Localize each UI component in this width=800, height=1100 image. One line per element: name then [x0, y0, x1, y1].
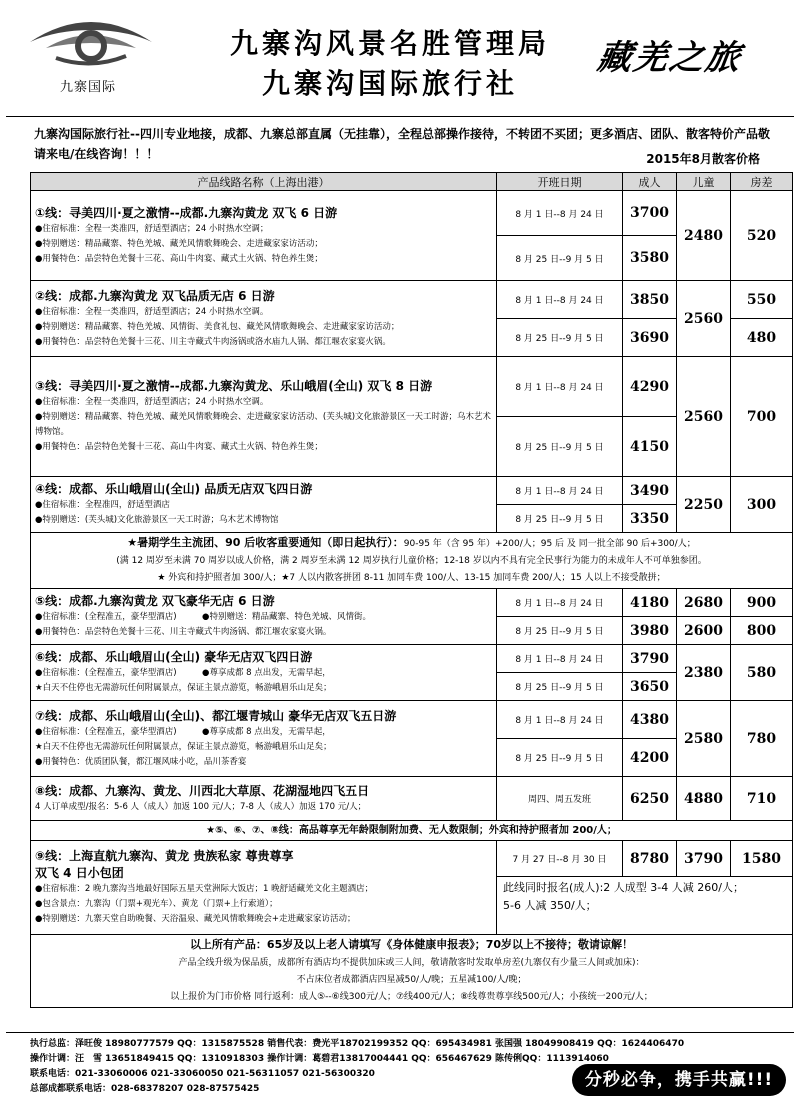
adult-price: 4150	[623, 417, 677, 477]
col-child: 儿童	[677, 173, 731, 191]
route-date: 8 月 25 日--9 月 5 日	[497, 673, 623, 701]
table-row	[31, 777, 793, 821]
adult-price: 3700	[623, 191, 677, 236]
page-header	[0, 0, 800, 118]
single-supplement: 520	[731, 191, 793, 281]
route-date: 8 月 1 日--8 月 24 日	[497, 589, 623, 617]
single-supplement: 480	[731, 319, 793, 357]
single-supplement: 800	[731, 617, 793, 645]
bottom-notes	[31, 935, 793, 1008]
route-date: 8 月 25 日--9 月 5 日	[497, 505, 623, 533]
col-adult: 成人	[623, 173, 677, 191]
route-date: 8 月 25 日--9 月 5 日	[497, 236, 623, 281]
route-detail: ★白天不住停也无需游玩任何附属景点，保证主景点游览，畅游峨眉乐山足矣；	[35, 683, 332, 693]
route-5-desc	[31, 589, 497, 645]
route-date: 7 月 27 日--8 月 30 日	[497, 841, 623, 877]
route-detail: ●住宿标准：全程一类准四，舒适型酒店；24 小时热水空调。	[35, 306, 269, 317]
route-9-subtitle: 双飞 4 日小包团	[35, 866, 124, 880]
route-7-desc	[31, 701, 497, 777]
route-detail: ●住宿标准：2 晚九寨沟当地最好国际五星天堂洲际大饭店；1 晚舒适藏羌文化主题酒店；	[35, 884, 374, 894]
logo-text: 九寨国际	[59, 80, 116, 95]
single-supplement: 580	[731, 645, 793, 701]
route-3-title: ③线：寻美四川·夏之激情--成都.九寨沟黄龙、乐山峨眉(全山) 双飞 8 日游	[35, 379, 433, 393]
adult-price: 3350	[623, 505, 677, 533]
table-header-row	[31, 173, 793, 191]
route-detail: ●特别赠送：精品藏寨、特色羌城、风情街、美食礼包、藏羌风情歌舞晚会、走进藏家家访活动；	[35, 321, 400, 332]
route-5-title: ⑤线：成都.九寨沟黄龙 双飞豪华无店 6 日游	[35, 594, 275, 608]
student-notice	[31, 533, 793, 589]
route-detail: ●住宿标准：全程准四，舒适型酒店	[35, 500, 170, 510]
adult-price: 3690	[623, 319, 677, 357]
adult-price: 3490	[623, 477, 677, 505]
notice-text: (满 12 周岁至未满 70 周岁以成人价格，满 2 周岁至未满 12 周岁执行儿童价格；12-18 岁以内不具有完全民事行为能力的未成年人不可单独参团。	[116, 556, 707, 566]
single-supplement: 700	[731, 357, 793, 477]
eye-logo-icon	[26, 8, 156, 74]
route-detail: ●用餐特色：品尝特色羌餐十三花、川主寺藏式牛肉汤锅或洛水庙九人锅、都江堰农家宴火锅。	[35, 336, 391, 347]
table-row	[31, 841, 793, 877]
route-detail: 4 人订单成型/报名：5-6 人（成人）加返 100 元/人；7-8 人（成人）加返 170 元/人；	[35, 801, 367, 812]
single-supplement: 710	[731, 777, 793, 821]
route-1-desc	[31, 191, 497, 281]
route-date: 8 月 25 日--9 月 5 日	[497, 739, 623, 777]
route-detail: ●住宿标准：(全程准五，豪华型酒店) ●尊享成都 8 点出发，无需早起，	[35, 668, 331, 678]
route-1-title: ①线：寻美四川·夏之激情--成都.九寨沟黄龙 双飞 6 日游	[35, 205, 338, 220]
route-7-title: ⑦线：成都、乐山峨眉山(全山)、都江堰青城山 豪华无店双飞五日游	[35, 708, 397, 723]
footer-slogan: 分秒必争，携手共赢!!!	[572, 1064, 786, 1096]
child-price: 2580	[677, 701, 731, 777]
adult-price: 4200	[623, 739, 677, 777]
bed-notice: 不占床位者成都酒店四星减50/人/晚；五星减100/人/晚；	[296, 975, 527, 985]
route-date: 8 月 1 日--8 月 24 日	[497, 191, 623, 236]
child-price: 2480	[677, 191, 731, 281]
age-notice: 以上所有产品：65岁及以上老人请填写《身体健康申报表》；70岁以上不接待；敬请谅解！	[189, 938, 634, 951]
table-row	[31, 821, 793, 841]
contact-line: 操作计调：汪 雪 13651849415 QQ：1310918303 操作计调：葛碧君13817004441 QQ：656467629 陈传俐QQ：1113914060	[30, 1054, 609, 1064]
brand-slogan: 藏羌之旅	[594, 38, 745, 78]
table-row	[31, 533, 793, 589]
adult-price: 4180	[623, 589, 677, 617]
single-supplement: 900	[731, 589, 793, 617]
notice-text: ★ 外宾和持护照者加 300/人；★7 人以内散客拼团 8-11 加同车费 100/人、13-15 加同车费 200/人；15 人以上不接受散拼；	[157, 573, 666, 583]
price-period: 2015年8月散客价格	[646, 152, 760, 166]
route-8-title: ⑧线：成都、九寨沟、黄龙、川西北大草原、花湖湿地四飞五日	[35, 783, 370, 798]
route-9-title: ⑨线：上海直航九寨沟、黄龙 贵族私家 尊贵尊享	[35, 849, 294, 863]
contact-line: 执行总监：泽旺俊 18980777579 QQ：1315875528 销售代表：费光平18702199352 QQ：695434981 张国强 18049908419 QQ：1624406470	[30, 1039, 685, 1049]
footer-divider	[6, 1032, 794, 1033]
route-2-title: ②线：成都.九寨沟黄龙 双飞品质无店 6 日游	[35, 288, 275, 303]
adult-price: 3650	[623, 673, 677, 701]
table-row	[31, 645, 793, 673]
route-8-desc	[31, 777, 497, 821]
notice-title: ★暑期学生主流团、90 后收客重要通知（即日起执行）：	[127, 536, 404, 549]
route-6-title: ⑥线：成都、乐山峨眉山(全山) 豪华无店双飞四日游	[35, 650, 313, 664]
child-price: 2560	[677, 357, 731, 477]
notice-text: 90-95 年（含 95 年）+200/人；95 后 及 同一批全部 90 后+300/人；	[403, 539, 696, 549]
table-row	[31, 477, 793, 505]
table-row	[31, 357, 793, 417]
route-4-desc	[31, 477, 497, 533]
route-2-desc	[31, 281, 497, 357]
contact-line: 联系电话：021-33060006 021-33060050 021-56311057 021-56300320	[30, 1069, 375, 1079]
table-row	[31, 701, 793, 739]
table-row	[31, 191, 793, 236]
route-detail: ●用餐特色：品尝特色羌餐十三花、高山牛肉宴、藏式土火锅、特色养生煲；	[35, 442, 323, 452]
route-9-desc	[31, 841, 497, 935]
single-supplement: 300	[731, 477, 793, 533]
route-detail: ●特别赠送：(芙头城)文化旅游景区一天工时游；乌木艺术博物馆	[35, 515, 279, 525]
route-4-title: ④线：成都、乐山峨眉山(全山) 品质无店双飞四日游	[35, 482, 313, 496]
adult-price: 3850	[623, 281, 677, 319]
route-date: 8 月 1 日--8 月 24 日	[497, 357, 623, 417]
premium-notice: ★⑤、⑥、⑦、⑧线：高品尊享无年龄限制附加费、无人数限制；外宾和持护照者加 200/人；	[31, 821, 793, 841]
agency-title: 九寨沟国际旅行社	[261, 67, 518, 100]
route-detail: ●住宿标准：全程一类准四，舒适型酒店；24 小时热水空调。	[35, 397, 269, 407]
route-detail: ●用餐特色：品尝特色羌餐十三花、高山牛肉宴、藏式土火锅、特色养生煲；	[35, 253, 323, 264]
route-date: 8 月 25 日--9 月 5 日	[497, 617, 623, 645]
route-detail: ●住宿标准：(全程准五，豪华型酒店) ●尊享成都 8 点出发，无需早起，	[35, 726, 331, 737]
adult-price: 4380	[623, 701, 677, 739]
single-supplement: 550	[731, 281, 793, 319]
child-price: 2380	[677, 645, 731, 701]
child-price: 2560	[677, 281, 731, 357]
route-date: 8 月 1 日--8 月 24 日	[497, 701, 623, 739]
route-detail: ●住宿标准：(全程准五，豪华型酒店) ●特别赠送：精品藏寨、特色羌城、风情街。	[35, 612, 371, 622]
route-detail: ●包含景点：九寨沟（门票+观光车）、黄龙（门票+上行索道）；	[35, 899, 278, 909]
rebate-notice: 以上报价为门市价格 同行返利：成人⑤--⑥线300元/人；⑦线400元/人；⑧线尊贵尊享线500元/人；小孩统一200元/人；	[170, 992, 653, 1002]
adult-price: 3980	[623, 617, 677, 645]
adult-price: 6250	[623, 777, 677, 821]
route-3-desc	[31, 357, 497, 477]
discount-line: 此线同时报名(成人):2 人成型 3-4 人减 260/人；	[503, 881, 744, 894]
header-divider	[6, 116, 794, 117]
col-route: 产品线路名称（上海出港）	[31, 173, 497, 191]
child-price: 2250	[677, 477, 731, 533]
intro-text: 九寨沟国际旅行社--四川专业地接，成都、九寨总部直属（无挂靠），全程总部操作接待，不转团不买团；更多酒店、团队、散客特价产品敬请来电/在线咨询！！！	[34, 127, 770, 161]
adult-price: 8780	[623, 841, 677, 877]
adult-price: 3580	[623, 236, 677, 281]
table-row	[31, 935, 793, 1008]
route-date: 8 月 25 日--9 月 5 日	[497, 319, 623, 357]
hotel-notice: 产品全线升级为保品质，成都所有酒店均不提供加床或三人间，敬请散客时发取单房差(九寨仅有少量三人间或加床)：	[178, 958, 645, 968]
route-date: 8 月 1 日--8 月 24 日	[497, 645, 623, 673]
discount-line: 5-6 人减 350/人；	[503, 899, 597, 912]
single-supplement: 780	[731, 701, 793, 777]
route-detail: ●特别赠送：精品藏寨、特色羌城、藏羌风情歌舞晚会、走进藏家家访活动；	[35, 238, 323, 249]
child-price: 2600	[677, 617, 731, 645]
table-row	[31, 589, 793, 617]
route-detail: ●特别赠送：精品藏寨、特色羌城、藏羌风情歌舞晚会、走进藏家家访活动、(芙头城)文化旅游景区一天工时游；乌木艺术博物馆。	[35, 412, 492, 437]
col-date: 开班日期	[497, 173, 623, 191]
child-price: 3790	[677, 841, 731, 877]
route-detail: ●住宿标准：全程一类准四，舒适型酒店；24 小时热水空调；	[35, 223, 269, 234]
group-discount	[497, 877, 793, 935]
route-detail: ●用餐特色：优质团队餐，都江堰风味小吃，品川茶香宴	[35, 756, 247, 767]
child-price: 4880	[677, 777, 731, 821]
route-date: 8 月 1 日--8 月 24 日	[497, 477, 623, 505]
adult-price: 3790	[623, 645, 677, 673]
route-detail: ●特别赠送：九寨天堂自助晚餐、天浴温泉、藏羌风情歌舞晚会+走进藏家家访活动；	[35, 914, 356, 924]
contact-line: 总部成都联系电话：028-68378207 028-87575425	[30, 1084, 260, 1094]
company-logo	[6, 8, 176, 98]
route-6-desc	[31, 645, 497, 701]
col-single: 房差	[731, 173, 793, 191]
price-table	[30, 172, 793, 1008]
single-supplement: 1580	[731, 841, 793, 877]
route-date: 8 月 25 日--9 月 5 日	[497, 417, 623, 477]
adult-price: 4290	[623, 357, 677, 417]
child-price: 2680	[677, 589, 731, 617]
route-detail: ●用餐特色：品尝特色羌餐十三花、川主寺藏式牛肉汤锅、都江堰农家宴火锅。	[35, 627, 332, 637]
table-row	[31, 281, 793, 319]
route-date: 周四、周五发班	[497, 777, 623, 821]
route-date: 8 月 1 日--8 月 24 日	[497, 281, 623, 319]
bureau-title: 九寨沟风景名胜管理局	[229, 27, 550, 60]
route-detail: ★白天不住停也无需游玩任何附属景点，保证主景点游览，畅游峨眉乐山足矣；	[35, 741, 332, 752]
